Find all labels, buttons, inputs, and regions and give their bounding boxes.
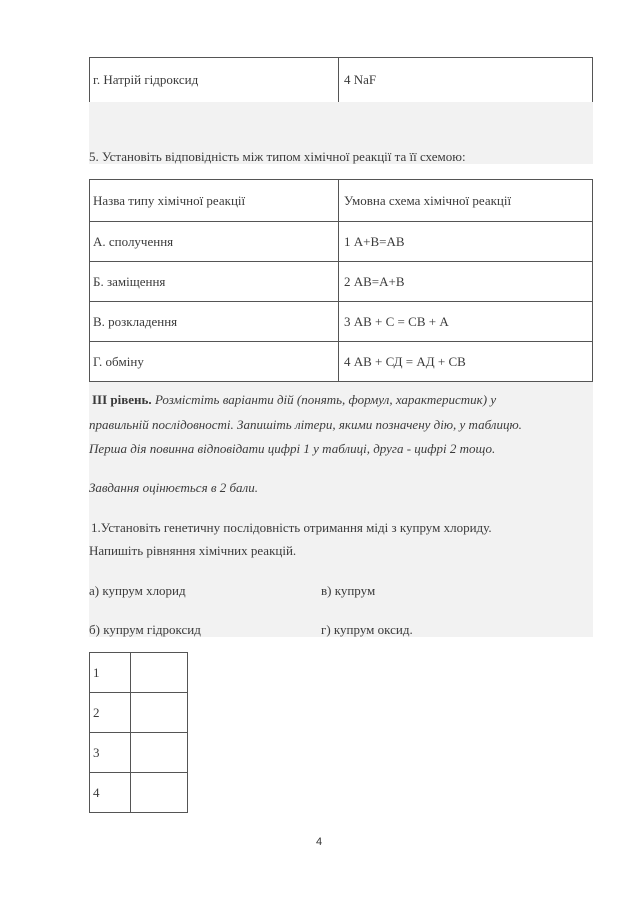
row-number: 2: [90, 693, 131, 733]
table-row: [90, 58, 593, 103]
answer-table: [89, 652, 188, 813]
table-row: [90, 262, 593, 302]
task1-line2: Напишіть рівняння хімічних реакцій.: [89, 543, 297, 558]
table-row: [90, 773, 188, 813]
row-number: 3: [90, 733, 131, 773]
level3-line1: [92, 392, 496, 408]
top-table: [89, 57, 593, 103]
answer-cell[interactable]: [131, 653, 188, 693]
header-cell-scheme: Умовна схема хімічної реакції: [339, 180, 593, 222]
table-row: [90, 733, 188, 773]
table-cell: г. Натрій гідроксид: [90, 58, 339, 103]
table-cell: 1 А+В=АВ: [339, 222, 593, 262]
level3-label: ІІІ рівень.: [92, 392, 152, 407]
table-cell: 3 АВ + С = СВ + А: [339, 302, 593, 342]
answer-cell[interactable]: [131, 693, 188, 733]
table-cell: 4 NaF: [339, 58, 593, 103]
answer-cell[interactable]: [131, 733, 188, 773]
option-b: б) купрум гідроксид: [89, 622, 201, 637]
level3-line3: Перша дія повинна відповідати цифрі 1 у таблиці, друга - цифрі 2 тощо.: [89, 441, 496, 456]
table-row: [90, 693, 188, 733]
table-row: [90, 302, 593, 342]
table-cell: Г. обміну: [90, 342, 339, 382]
table-row: [90, 342, 593, 382]
page-number: 4: [315, 836, 323, 848]
level3-text: Розмістіть варіанти дій (понять, формул, характеристик) у: [154, 392, 497, 407]
table-row: [90, 222, 593, 262]
table-cell: 4 АВ + СД = АД + СВ: [339, 342, 593, 382]
task1-line1: 1.Установіть генетичну послідовність отримання міді з купрум хлориду.: [91, 520, 492, 535]
task5-table: [89, 179, 593, 382]
level3-line2: правильній послідовності. Запишіть літери, якими позначену дію, у таблицю.: [89, 417, 522, 432]
table-cell: В. розкладення: [90, 302, 339, 342]
table-cell: 2 АВ=А+В: [339, 262, 593, 302]
option-v: в) купрум: [321, 583, 376, 598]
option-g: г) купрум оксид.: [321, 622, 413, 637]
row-number: 1: [90, 653, 131, 693]
table-cell: Б. заміщення: [90, 262, 339, 302]
task5-title: 5. Установіть відповідність між типом хімічної реакції та її схемою:: [89, 149, 466, 164]
header-cell-type: Назва типу хімічної реакції: [90, 180, 339, 222]
table-cell: А. сполучення: [90, 222, 339, 262]
row-number: 4: [90, 773, 131, 813]
answer-cell[interactable]: [131, 773, 188, 813]
table-row: [90, 653, 188, 693]
table-header-row: [90, 180, 593, 222]
option-a: а) купрум хлорид: [89, 583, 186, 598]
level3-score: Завдання оцінюється в 2 бали.: [89, 480, 258, 495]
